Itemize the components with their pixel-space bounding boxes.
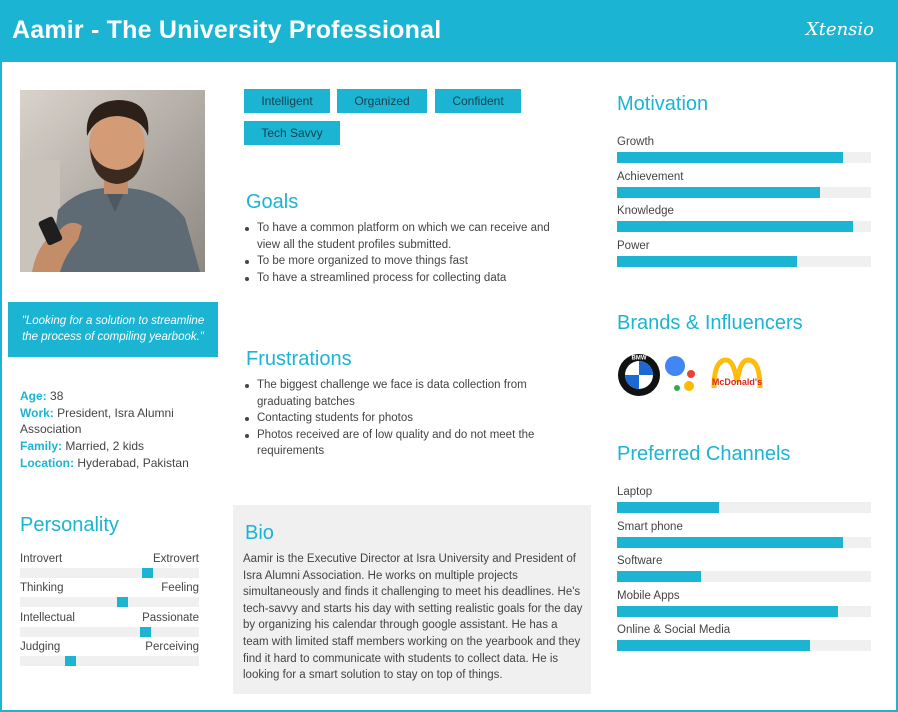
bar-track (617, 256, 871, 267)
bar-label: Software (617, 555, 663, 567)
list-item: Contacting students for photos (244, 410, 554, 427)
personality-title: Personality (20, 514, 119, 536)
slider-knob (140, 627, 151, 637)
trait-right-label: Perceiving (145, 640, 199, 653)
list-item: The biggest challenge we face is data collection from graduating batches (244, 377, 554, 410)
brands-title: Brands & Influencers (617, 312, 803, 334)
goals-list (244, 220, 564, 286)
bar-fill (617, 571, 701, 582)
work-value: President, Isra Alumni Association (20, 405, 174, 437)
bar-label: Power (617, 239, 650, 252)
bmw-logo-icon (618, 354, 660, 396)
bar-label: Mobile Apps (617, 589, 680, 602)
trait-right-label: Extrovert (152, 553, 199, 565)
family-value: Married, 2 kids (65, 439, 145, 454)
bar-track (617, 152, 871, 163)
location-label: Location: (20, 455, 74, 470)
slider-knob (142, 568, 153, 578)
tag-tech-savvy: Tech Savvy (244, 121, 340, 145)
bar-label: Achievement (617, 170, 684, 183)
work-label: Work: (20, 405, 54, 420)
bar-track (617, 571, 871, 582)
frustrations-title: Frustrations (246, 348, 352, 370)
bar-label: Online & Social Media (617, 624, 731, 636)
mcdonalds-logo-icon (712, 360, 762, 388)
bar-track (617, 640, 871, 651)
bar-label: Smart phone (617, 520, 683, 533)
bar-label: Knowledge (617, 205, 674, 217)
bar-fill (617, 606, 838, 617)
list-item: To have a streamlined process for collecting data (244, 270, 564, 287)
bar-track (617, 606, 871, 617)
slider-knob (65, 656, 76, 666)
google-assistant-icon (665, 356, 695, 391)
trait-right-label: Feeling (161, 582, 199, 595)
trait-left-label: Intellectual (20, 611, 75, 624)
person-portrait-icon (20, 90, 205, 272)
list-item: To be more organized to move things fast (244, 253, 564, 270)
bio-text: Aamir is the Executive Director at Isra University and President of Isra Alumni Association. He works on multiple projects simultaneously and finds it challenging to meet his deadlines. He's tech-savvy and starts his day with setting realistic goals for the day by organizing his calendar through google assistant. He has a team with limited staff members working on the yearbook and they find it hard to communicate with students to collect data. He is looking for a smart solution to stay on top of things. (243, 553, 583, 682)
slider-track (20, 568, 199, 578)
goals-title: Goals (246, 191, 299, 213)
age-value: 38 (50, 389, 64, 403)
page-title: Aamir - The University Professional (12, 16, 442, 44)
bar-fill (617, 187, 820, 198)
slider-track (20, 627, 199, 637)
bio-title: Bio (245, 522, 274, 544)
persona-quote: "Looking for a solution to streamline the process of compiling yearbook." (8, 302, 218, 357)
motivation-title: Motivation (617, 93, 709, 115)
family-label: Family: (20, 439, 63, 454)
tag-confident: Confident (435, 89, 521, 113)
bar-fill (617, 152, 843, 163)
bar-track (617, 537, 871, 548)
age-label: Age: (20, 389, 47, 403)
bmw-text: BMW (631, 355, 647, 362)
frustrations-list (244, 377, 554, 460)
slider-track (20, 656, 199, 666)
bar-track (617, 221, 871, 232)
brands-row (617, 352, 777, 398)
trait-left-label: Thinking (20, 582, 64, 595)
bar-track (617, 187, 871, 198)
bio-section (233, 505, 591, 694)
channels-title: Preferred Channels (617, 443, 791, 465)
slider-track (20, 597, 199, 607)
mcdonalds-text: McDonald's (711, 377, 763, 387)
location-value: Hyderabad, Pakistan (77, 455, 189, 470)
bar-fill (617, 640, 810, 651)
trait-left-label: Introvert (20, 553, 63, 565)
bar-fill (617, 537, 843, 548)
bar-label: Growth (617, 136, 655, 148)
bar-track (617, 502, 871, 513)
demographics (20, 388, 220, 472)
slider-knob (117, 597, 128, 607)
list-item: Photos received are of low quality and do not meet the requirements (244, 427, 554, 460)
persona-photo (20, 90, 205, 272)
tag-intelligent: Intelligent (244, 89, 330, 113)
bar-fill (617, 221, 853, 232)
bar-fill (617, 256, 797, 267)
list-item: To have a common platform on which we can receive and view all the student profiles submitted. (244, 220, 564, 253)
header-bar (0, 0, 898, 62)
bar-label: Laptop (617, 486, 653, 498)
bar-fill (617, 502, 719, 513)
trait-right-label: Passionate (142, 611, 199, 624)
trait-left-label: Judging (20, 640, 61, 653)
tag-organized: Organized (337, 89, 427, 113)
xtensio-logo: Xtensio (805, 19, 874, 40)
